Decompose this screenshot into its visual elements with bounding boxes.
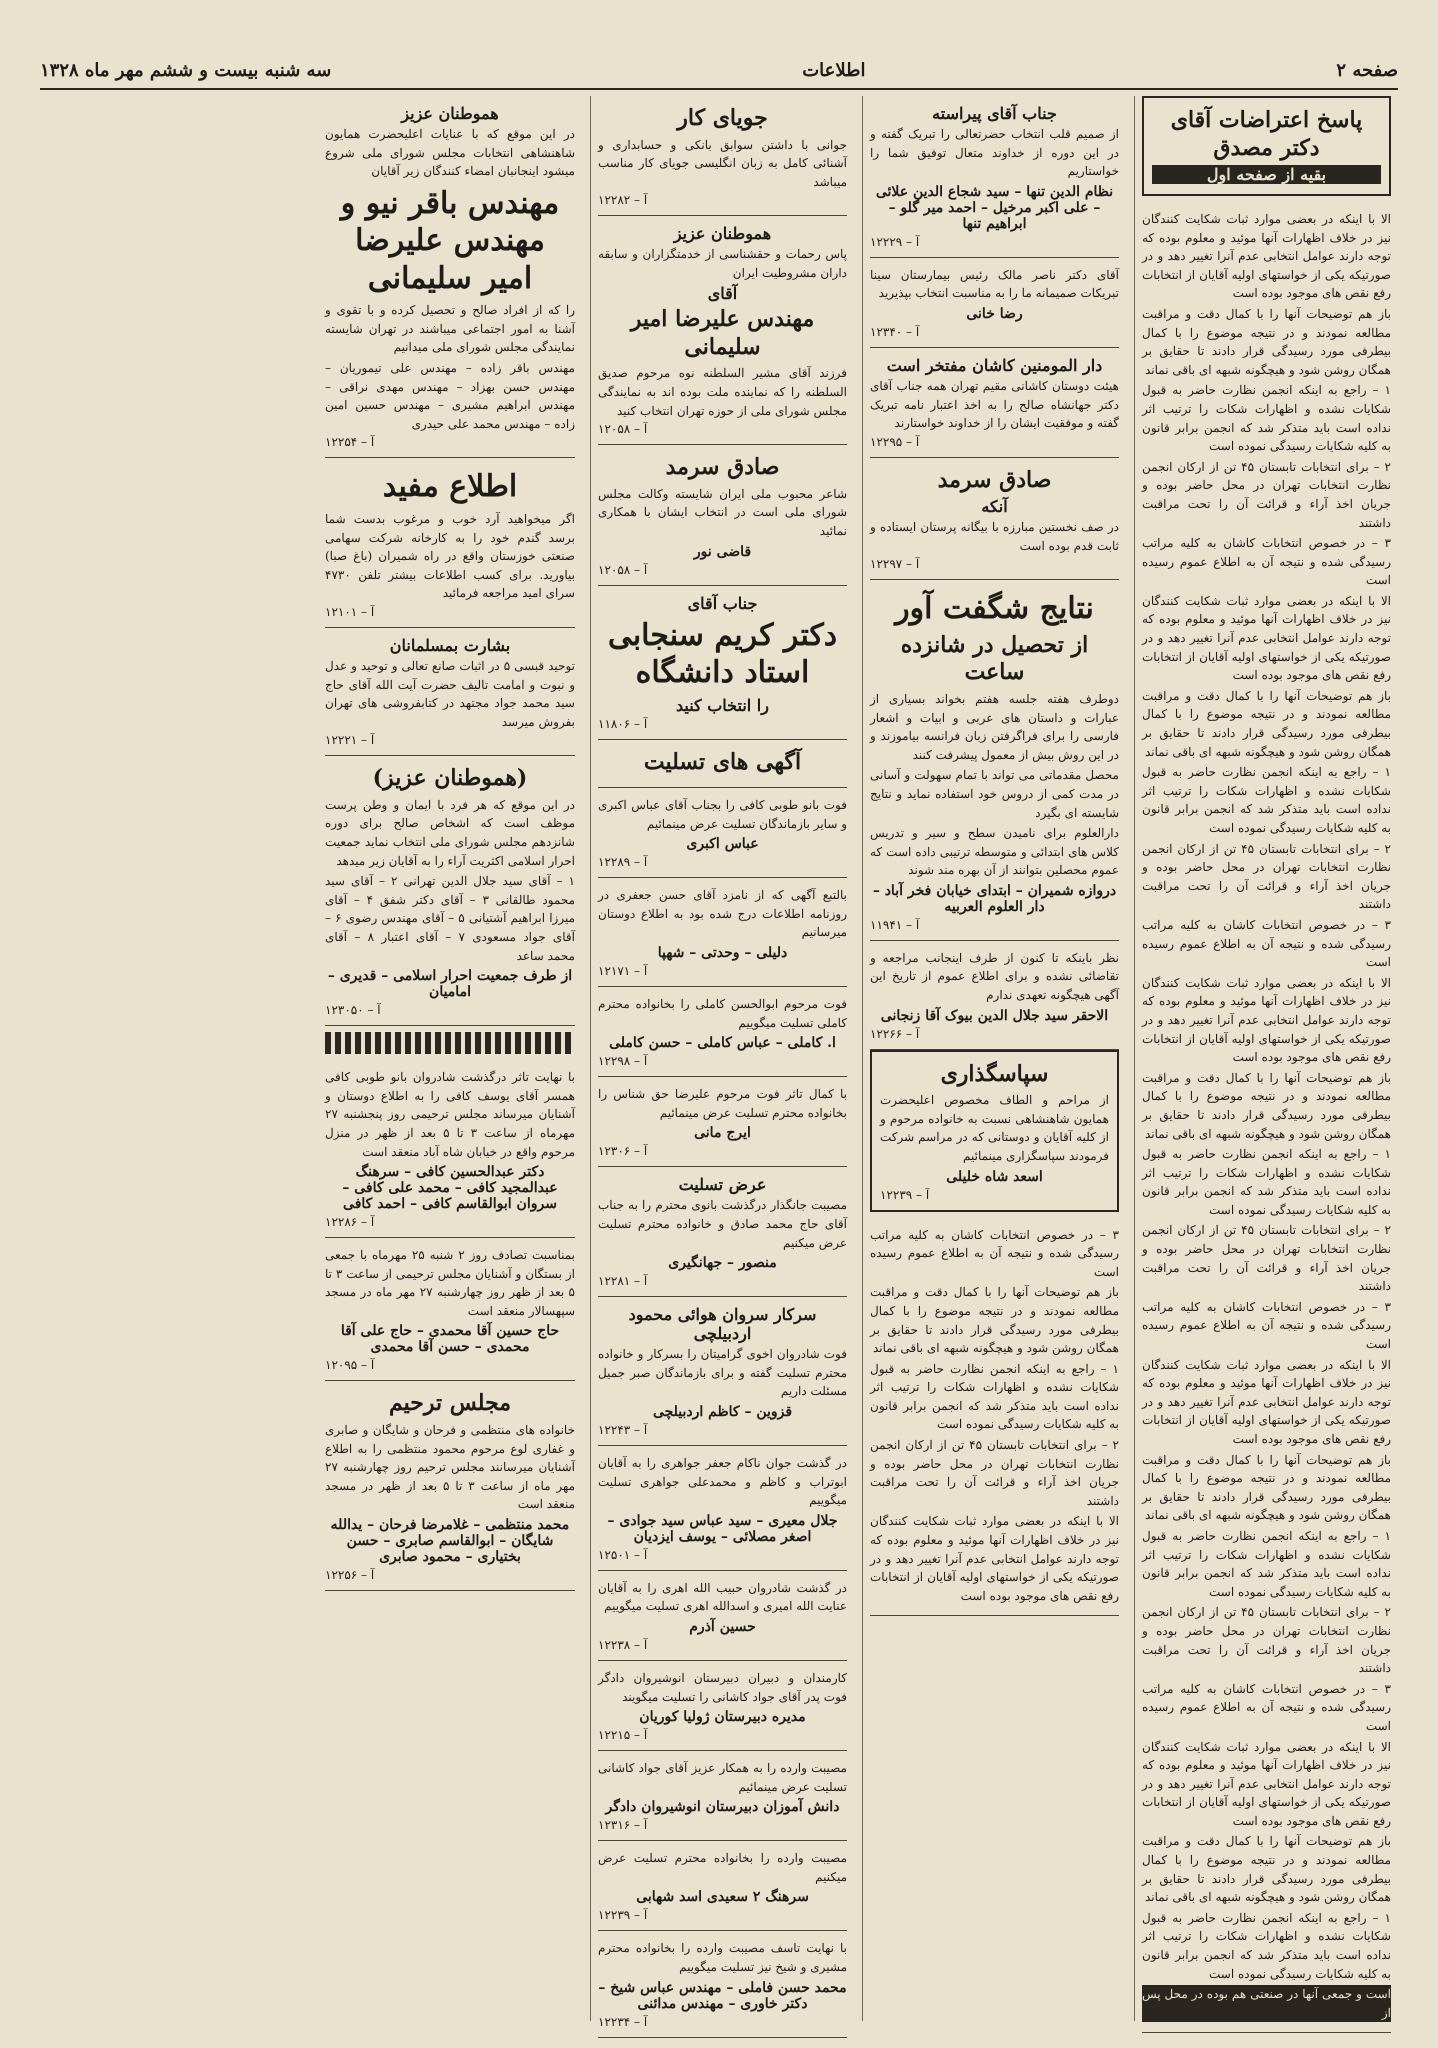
ad-memorial bbox=[325, 1238, 575, 1381]
ad-useful-info bbox=[325, 458, 575, 627]
article-paragraph: ۱ – راجع به اینکه انجمن نظارت حاضر به قبول شکایات نشده و اظهارات شکات را ترتیب اثر نداده است باید متذکر شد که انجمن برابر قانون به کلیه شکایات رسیدگی نموده است bbox=[1142, 1910, 1391, 1981]
candidate-name: دکتر کریم سنجابی استاد دانشگاه bbox=[607, 617, 838, 691]
article-paragraph: الا با اینکه در بعضی موارد ثبات شکایت کنندگان نیز در خلاف اظهارات آنها موئید و معلوم بوده که توجه دارند عوامل انتخابی عدم آنرا تغییر دهد و در صورتیکه یکی از خواستهای اولیه آقایان از انتخابات رفع نقص های موجود بوده است bbox=[1142, 975, 1391, 1065]
ad-text: آقای دکتر ناصر مالک رئیس بیمارستان سینا تبریکات صمیمانه ما را به مناسبت انتخاب بپذیرید bbox=[870, 267, 1119, 301]
ad-title: جویای کار bbox=[677, 105, 768, 131]
ad-text: بالتبع آگهی که از نامزد آقای حسن جعفری در روزنامه اطلاعات درج شده بود به اطلاع دوستان میرسانیم bbox=[598, 888, 847, 940]
ad-good-news bbox=[325, 628, 575, 756]
ad-candidates bbox=[325, 96, 575, 458]
ad-name-prefix: آقای bbox=[707, 284, 738, 304]
mosaddegh-article-header bbox=[1142, 96, 1391, 196]
ad-code: آ – ۱۲۳۴۰ bbox=[870, 324, 920, 339]
ad-school bbox=[870, 580, 1119, 940]
ad-title: سپاسگذاری bbox=[940, 1060, 1049, 1087]
ad-tarhim bbox=[325, 1381, 575, 1590]
ad-text: از مراحم و الطاف مخصوص اعلیحضرت همایون شاهنشاهی نسبت به خانواده مرحوم و از کلیه آقایان و دوستانی که در مراسم شرکت فرمودند سپاسگزاری مینمائیم bbox=[880, 1093, 1109, 1163]
article-paragraph: الا با اینکه در بعضی موارد ثبات شکایت کنندگان نیز در خلاف اظهارات آنها موئید و معلوم بوده که توجه دارند عوامل انتخابی عدم آنرا تغییر دهد و در صورتیکه یکی از خواستهای اولیه آقایان از انتخابات رفع نقص های موجود بوده است bbox=[1142, 593, 1391, 683]
ad-job-seeker bbox=[598, 96, 847, 216]
ad-sarmad bbox=[598, 445, 847, 585]
ad-code: آ – ۱۲۲۹۸ bbox=[598, 1054, 648, 1069]
ad-thanks bbox=[870, 1050, 1119, 1212]
ad-code: آ – ۱۱۸۰۶ bbox=[598, 716, 648, 731]
ad-signature: قاضی نور bbox=[693, 543, 752, 560]
condolence-ad bbox=[598, 1661, 847, 1751]
ad-code: آ – ۱۲۲۸۲ bbox=[598, 193, 648, 208]
ad-subtitle: آنکه bbox=[981, 497, 1008, 517]
condolence-ad bbox=[598, 788, 847, 878]
condolence-ad bbox=[598, 1751, 847, 1841]
ad-code: آ – ۱۱۹۴۱ bbox=[870, 917, 920, 932]
ad-code: آ – ۱۲۲۹۵ bbox=[870, 434, 920, 449]
decorative-divider bbox=[325, 1032, 575, 1054]
ad-signature: محمد منتظمی – غلامرضا فرحان – یدالله شایگان – ابوالقاسم صابری – حسن بختیاری – محمود صابری bbox=[330, 1516, 570, 1565]
article-paragraph: باز هم توضیحات آنها را با کمال دقت و مراقبت مطالعه نمودند و در نتیجه موضوع را با کمال بیطرفی مورد رسیدگی قرار دادند تا حقایق بر همگان روشن شود و هیچگونه شبهه ای باقی نماند bbox=[1142, 1452, 1391, 1523]
article-paragraph: ۲ – برای انتخابات تابستان ۴۵ تن از ارکان انجمن نظارت انتخابات تهران در محل حاضر بوده و جریان اخذ آراء و قرائت آن را تحت مراقبت داشتند bbox=[1142, 841, 1391, 912]
ad-code: آ – ۱۲۵۰۱ bbox=[598, 1547, 648, 1562]
condolence-ad bbox=[598, 1077, 847, 1167]
ad-code: آ – ۱۲۲۲۱ bbox=[325, 733, 375, 748]
school-headline: نتایج شگفت آور bbox=[895, 591, 1094, 627]
ad-code: آ – ۱۲۳۱۶ bbox=[598, 1818, 648, 1833]
ad-sanjabi bbox=[598, 586, 847, 740]
ad-code: آ – ۱۲۲۸۶ bbox=[325, 1215, 375, 1230]
article-paragraph: ۱ – راجع به اینکه انجمن نظارت حاضر به قبول شکایات نشده و اظهارات شکات را ترتیب اثر نداده است باید متذکر شد که انجمن برابر قانون به کلیه شکایات رسیدگی نموده است bbox=[1142, 765, 1391, 835]
condolence-ad bbox=[598, 1571, 847, 1661]
ad-title: عرض تسلیت bbox=[678, 1175, 767, 1195]
ad-text: مصیبت وارده را به همکار عزیز آقای جواد کاشانی تسلیت عرض مینمائیم bbox=[598, 1761, 847, 1794]
ad-text: اگر میخواهید آرد خوب و مرغوب بدست شما برسد گندم خود را به کارخانه شرکت سهامی صنعتی خوزستان واقع در راه شمیران (باغ صبا) بیاورید. برای کسب اطلاعات بیشتر تلفن ۴۷۳۰ سرای امید مراجعه فرمائید bbox=[325, 511, 575, 601]
ad-code: آ – ۱۲۲۸۹ bbox=[598, 855, 648, 870]
ad-code: آ – ۱۲۱۰۱ bbox=[325, 604, 375, 619]
mosaddegh-article-body bbox=[1142, 202, 1391, 2033]
ad-text: هیئت دوستان کاشانی مقیم تهران همه جناب آقای دکتر جهانشاه صالح را به اخذ اعتبار نامه تبریک گفته و موفقیت ایشان را از خداوند خواستارند bbox=[870, 378, 1119, 431]
ad-title: صادق سرمد bbox=[665, 454, 780, 481]
ad-text: در صف نخستین مبارزه با بیگانه پرستان ایستاده و ثابت قدم بوده است bbox=[870, 520, 1119, 553]
article-paragraph: باز هم توضیحات آنها را با کمال دقت و مراقبت مطالعه نمودند و در نتیجه موضوع را با کمال بیطرفی مورد رسیدگی قرار دادند تا حقایق بر همگان روشن شود و هیچگونه شبهه ای باقی نماند bbox=[1142, 1070, 1391, 1141]
article-paragraph: الا با اینکه در بعضی موارد ثبات شکایت کنندگان نیز در خلاف اظهارات آنها موئید و معلوم بوده که توجه دارند عوامل انتخابی عدم آنرا تغییر دهد و در صورتیکه یکی از خواستهای اولیه آقایان از انتخابات رفع نقص های موجود بوده است bbox=[1142, 212, 1391, 301]
article-paragraph: ۳ – در خصوص انتخابات کاشان به کلیه مراتب رسیدگی شده و نتیجه آن به اطلاع عموم رسیده است bbox=[1142, 1681, 1391, 1733]
condolence-ad bbox=[598, 987, 847, 1077]
ad-code: آ – ۱۲۲۳۸ bbox=[598, 1637, 648, 1652]
newspaper-name: اطلاعات bbox=[802, 59, 866, 81]
ad-title: اطلاع مفید bbox=[382, 469, 518, 505]
article-paragraph: باز هم توضیحات آنها را با کمال دقت و مراقبت مطالعه نمودند و در نتیجه موضوع را با کمال بیطرفی مورد رسیدگی قرار دادند تا حقایق بر همگان روشن شود و هیچگونه شبهه ای باقی نماند bbox=[1142, 306, 1391, 377]
candidate-name: مهندس علیرضا امیر سلیمانی bbox=[630, 306, 815, 360]
article-paragraph: ۲ – برای انتخابات تابستان ۴۵ تن از ارکان انجمن نظارت انتخابات تهران در محل حاضر بوده و جریان اخذ آراء و قرائت آن را تحت مراقبت داشتند bbox=[1142, 1223, 1391, 1294]
ad-text: با نهایت تاثر درگذشت شادروان بانو طوبی کافی همسر آقای یوسف کافی را به اطلاع دوستان و آشنایان میرساند مجلس ترحیمی روز پنجشنبه ۲۷ مهرماه از ساعت ۳ تا ۵ بعد از ظهر در منزل مرحوم واقع در خیابان شاه آباد منعقد است bbox=[325, 1070, 575, 1159]
ad-code: آ – ۱۲۲۹۷ bbox=[870, 557, 920, 572]
ad-name-prefix: جناب آقای bbox=[687, 593, 758, 613]
article-paragraph: الا با اینکه در بعضی موارد ثبات شکایت کنندگان نیز در خلاف اظهارات آنها موئید و معلوم بوده که توجه دارند عوامل انتخابی عدم آنرا تغییر دهد و در صورتیکه یکی از خواستهای اولیه آقایان از انتخابات رفع نقص های موجود بوده است bbox=[1142, 1357, 1391, 1446]
ad-code: آ – ۱۲۲۳۹ bbox=[880, 1187, 930, 1202]
ad-signature: عباس اکبری bbox=[686, 836, 759, 853]
article-paragraph: ۳ – در خصوص انتخابات کاشان به کلیه مراتب رسیدگی شده و نتیجه آن به اطلاع عموم رسیده است bbox=[1142, 1299, 1391, 1352]
ad-signature: حاج حسین آقا محمدی – حاج علی آقا محمدی – حسن آقا محمدی bbox=[340, 1323, 560, 1356]
ad-text: فوت بانو طوبی کافی را بجناب آقای عباس اکبری و سایر بازماندگان تسلیت عرض مینمائیم bbox=[598, 798, 847, 831]
ad-text: پاس رحمات و حقشناسی از خدمتگزاران و سابقه داران مشروطیت ایران bbox=[598, 247, 847, 280]
article-paragraph: ۲ – برای انتخابات تابستان ۴۵ تن از ارکان انجمن نظارت انتخابات تهران در محل حاضر بوده و جریان اخذ آراء و قرائت آن را تحت مراقبت داشتند bbox=[1142, 1605, 1391, 1676]
school-subheadline: از تحصیل در شانزده ساعت bbox=[900, 631, 1089, 686]
ad-signature: منصور – جهانگیری bbox=[668, 1255, 777, 1272]
ad-signature: دکتر عبدالحسین کافی – سرهنگ عبدالمجید کافی – محمد علی کافی – سروان ابوالقاسم کافی – احمد کافی bbox=[342, 1164, 558, 1213]
ad-signature: ا. کاملی – عباس کاملی – حسن کاملی bbox=[609, 1035, 836, 1052]
article-paragraph: ۲ – برای انتخابات تابستان ۴۵ تن از ارکان انجمن نظارت انتخابات تهران در محل حاضر بوده و جریان اخذ آراء و قرائت آن را تحت مراقبت داشتند bbox=[1142, 459, 1391, 530]
article-paragraph: ۳ – در خصوص انتخابات کاشان به کلیه مراتب رسیدگی شده و نتیجه آن به اطلاع عموم رسیده است bbox=[1142, 917, 1391, 970]
ad-text: در گذشت جوان ناکام جعفر جواهری را به آقایان ابوتراب و کاظم و محمدعلی جواهری تسلیت میگوییم bbox=[598, 1455, 847, 1508]
ad-text: ۳ – در خصوص انتخابات کاشان به کلیه مراتب رسیدگی شده و نتیجه آن به اطلاع عموم رسیده است bbox=[870, 1227, 1119, 1279]
ad-signature: اسعد شاه خلیلی bbox=[946, 1168, 1043, 1185]
ad-text: با کمال تاثر فوت مرحوم علیرضا حق شناس را بخانواده محترم تسلیت عرض مینمائیم bbox=[598, 1087, 847, 1120]
ad-signature: حسین آذرم bbox=[689, 1618, 756, 1635]
ad-title: جناب آقای پیراسته bbox=[932, 104, 1057, 123]
ad-text: را که از افراد صالح و تحصیل کرده و با تقوی و آشنا به امور اجتماعی میباشند در تهران شایسته نمایندگی مجلس شورای ملی میدانیم bbox=[325, 303, 575, 355]
ad-text: با نهایت تاسف مصیبت وارده را بخانواده محترم مشیری و شیخ نیز تسلیت میگوییم bbox=[598, 1941, 847, 1975]
ad-text: از صمیم قلب انتخاب حضرتعالی را تبریک گفته و در این دوره از خداوند متعال توفیق شما را خواستاریم bbox=[870, 127, 1119, 179]
ad-signature: محمد حسن فاملی – مهندس عباس شیخ – دکتر خاوری – مهندس مدائنی bbox=[598, 1979, 847, 2012]
ad-text: توحید قبسی ۵ در اثبات صانع تعالی و توحید و عدل و نبوت و امامت تالیف حضرت آیت الله آقای حاج سید محمد جواد مجتهد در کتابفروشی های تهران بفروش میرسد bbox=[325, 658, 575, 729]
ad-pirasteh bbox=[870, 96, 1119, 258]
ad-code: آ – ۱۲۲۶۶ bbox=[870, 1026, 920, 1041]
ad-signature: نظام الدین تنها – سید شجاع الدین علائی – علی اکبر مرخیل – احمد میر گلو – ابراهیم تنها bbox=[875, 183, 1114, 232]
ad-text: الا با اینکه در بعضی موارد ثبات شکایت کنندگان نیز در خلاف اظهارات آنها موئید و معلوم بوده که توجه دارند عوامل انتخابی عدم آنرا تغییر دهد و در صورتیکه یکی از خواستهای اولیه آقایان از انتخابات رفع نقص های موجود بوده است bbox=[870, 1514, 1119, 1603]
school-address: دروازه شمیران – ابتدای خیابان فخر آباد – دار العلوم العربیه bbox=[872, 882, 1117, 915]
ad-signature: سرهنگ ۲ سعیدی اسد شهابی bbox=[636, 1889, 809, 1906]
ad-code: آ – ۱۲۲۲۹ bbox=[870, 234, 920, 249]
section-title: آگهی های تسلیت bbox=[643, 748, 802, 775]
ad-notice bbox=[870, 941, 1119, 1050]
article-paragraph: ۱ – راجع به اینکه انجمن نظارت حاضر به قبول شکایات نشده و اظهارات شکات را ترتیب اثر نداده است باید متذکر شد که انجمن برابر قانون به کلیه شکایات رسیدگی نموده است bbox=[1142, 1147, 1391, 1217]
ad-title: صادق سرمد bbox=[937, 466, 1052, 493]
ad-text: باز هم توضیحات آنها را با کمال دقت و مراقبت مطالعه نمودند و در نتیجه موضوع را با کمال بیطرفی مورد رسیدگی قرار دادند تا حقایق بر همگان روشن شود و هیچگونه شبهه ای باقی نماند bbox=[870, 1285, 1119, 1356]
ad-title: دار المومنین کاشان مفتخر است bbox=[886, 355, 1103, 375]
ad-code: آ – ۱۲۱۷۱ bbox=[598, 964, 648, 978]
column-3 bbox=[590, 96, 854, 2029]
ad-sadegh-sarmad bbox=[870, 458, 1119, 581]
ad-code: آ – ۱۲۲۳۴ bbox=[598, 2014, 648, 2029]
issue-date: سه شنبه بیست و ششم مهر ماه ۱۳۲۸ bbox=[40, 59, 332, 81]
ad-text: خانواده های منتظمی و فرحان و شایگان و صابری و غفاری لوع مرحوم محمود منتظمی را به اطلاع آشنایان میرسانند مجلس ترحیم روز چهارشنبه ۲۷ مهر ماه از ساعت ۳ تا ۵ بعد از ظهر در مسجد منعقد است bbox=[325, 1422, 576, 1512]
ad-title: مجلس ترحیم bbox=[388, 1390, 512, 1417]
ad-code: آ – ۱۲۰۵۸ bbox=[598, 422, 648, 437]
ad-text: در گذشت شادروان حبیب الله اهری را به آقایان عنایت الله امیری و اسدالله اهری تسلیت میگوییم bbox=[598, 1580, 847, 1614]
ad-signature: ایرج مانی bbox=[694, 1125, 751, 1142]
page-header bbox=[40, 52, 1398, 90]
article-paragraph: الا با اینکه در بعضی موارد ثبات شکایت کنندگان نیز در خلاف اظهارات آنها موئید و معلوم بوده که توجه دارند عوامل انتخابی عدم آنرا تغییر دهد و در صورتیکه یکی از خواستهای اولیه آقایان از انتخابات رفع نقص های موجود بوده است bbox=[1142, 1739, 1391, 1828]
ad-signature: الاحقر سید جلال الدین بیوک آقا زنجانی bbox=[880, 1007, 1109, 1024]
ad-text: بمناسبت تصادف روز ۲ شنبه ۲۵ مهرماه با جمعی از بستگان و آشنایان مجلس ترحیمی از ساعت ۳ تا ۵ بعد از ظهر روز چهارشنبه ۲۷ مهر ماه در مسجد سپهسالار منعقد است bbox=[325, 1248, 576, 1318]
ad-text: فرزند آقای مشیر السلطنه نوه مرحوم صدیق السلطنه را که نماینده ملت بوده اند به نمایندگی مجلس شورای ملی از حوزه تهران انتخاب کنید bbox=[598, 366, 847, 418]
candidate-names: مهندس باقر نیو و مهندس علیرضا امیر سلیمانی bbox=[340, 185, 560, 296]
article-paragraph: باز هم توضیحات آنها را با کمال دقت و مراقبت مطالعه نمودند و در نتیجه موضوع را با کمال بیطرفی مورد رسیدگی قرار دادند تا حقایق بر همگان روشن شود و هیچگونه شبهه ای باقی نماند bbox=[1142, 688, 1391, 759]
ad-text: در این موقع که هر فرد با ایمان و وطن پرست موظف است که اشخاص صالح برای دوره شانزدهم مجلس شورای ملی انتخاب نماید جمعیت احرار اسلامی اکثریت آراء را به آقایان زیر میدهد bbox=[325, 797, 575, 868]
article-footer: است و جمعی آنها در صنعتی هم بوده در محل پس از bbox=[1142, 1985, 1391, 2022]
columns bbox=[40, 96, 1398, 2029]
ad-signature: مدیره دبیرستان ژولیا کوریان bbox=[639, 1709, 806, 1726]
ad-code: آ – ۱۲۲۱۵ bbox=[598, 1728, 648, 1743]
ad-code: آ – ۱۲۳۰۶ bbox=[598, 1144, 648, 1159]
ad-text: دوطرف هفته جلسه هفتم بخواند بسیاری از عبارات و داستان های عربی و ابیات و اشعار فارسی را برای فراگرفتن زبان فرانسه بیاموزند و در این روش بیش از معمول پیشرفت کنند bbox=[870, 691, 1119, 762]
ad-text: محصل مقدماتی می تواند با تمام سهولت و آسانی در مدت کمی از دروس خود استفاده نماید و نتایج شایسته ای بگیرد bbox=[870, 768, 1119, 820]
ad-title: (هموطنان عزیز) bbox=[372, 765, 528, 792]
ad-text: فوت شادروان اخوی گرامیتان را بسرکار و خانواده محترم تسلیت گفته و برای بازماندگان صبر جمیل مسئلت داریم bbox=[598, 1347, 847, 1399]
ad-title: هموطنان عزیز bbox=[673, 224, 772, 244]
ad-text: جوانی با داشتن سوابق بانکی و حسابداری و آشنائی کامل به زبان انگلیسی جویای کار مناسب میباشد bbox=[598, 137, 847, 189]
ad-title: سرکار سروان هوائی محمود اردبیلچی bbox=[628, 1305, 817, 1344]
ad-text: ۱ – راجع به اینکه انجمن نظارت حاضر به قبول شکایات نشده و اظهارات شکات را ترتیب اثر نداده است باید متذکر شد که انجمن برابر قانون به کلیه شکایات رسیدگی نموده است bbox=[870, 1361, 1119, 1432]
ad-text: کارمندان و دبیران دبیرستان انوشیروان دادگر فوت پدر آقای جواد کاشانی را تسلیت میگویند bbox=[598, 1670, 847, 1704]
candidate-list: ۱ – آقای سید جلال الدین تهرانی ۲ – آقای سید محمود طالقانی ۳ – آقای دکتر شفق ۴ – آقای میرزا ابراهیم آشتیانی ۵ – آقای مهندس رضوی ۶ – آقای جواد مسعودی ۷ – آقای اعتبار ۸ – آقای محمد ساعد bbox=[325, 874, 576, 963]
ad-dr-malek bbox=[870, 258, 1119, 348]
ad-text: در این موقع که با عنایات اعلیحضرت همایون شاهنشاهی انتخابات مجلس شورای ملی شروع میشود اینجانبان امضاء کنندگان زیر آقایان bbox=[325, 127, 575, 179]
article-title: پاسخ اعتراضات آقای دکتر مصدق bbox=[1170, 107, 1363, 161]
ad-call: را انتخاب کنید bbox=[676, 695, 769, 715]
article-subtitle: بقیه از صفحه اول bbox=[1152, 165, 1381, 184]
ad-code: آ – ۱۲۲۵۶ bbox=[325, 1567, 375, 1582]
ad-text: شاعر محبوب ملی ایران شایسته وکالت مجلس شورای ملی است در انتخاب ایشان با همکاری نمائید bbox=[598, 486, 847, 538]
column-1 bbox=[1134, 96, 1398, 2021]
ad-code: آ – ۱۲۲۳۹ bbox=[598, 1908, 648, 1923]
condolence-ad bbox=[598, 1446, 847, 1571]
condolence-ad bbox=[598, 1167, 847, 1297]
ad-text: نظر باینکه تا کنون از طرف اینجانب مراجعه و تقاضائی نشده و برای اطلاع عموم از تاریخ این آگهی هیچگونه تعهدی ندارم bbox=[870, 950, 1119, 1003]
column-2 bbox=[862, 96, 1126, 2021]
condolence-ad bbox=[598, 1841, 847, 1931]
ad-title: هموطنان عزیز bbox=[401, 104, 499, 123]
condolences-header bbox=[598, 740, 847, 789]
ad-kashan bbox=[870, 348, 1119, 458]
ad-kafi bbox=[325, 1060, 575, 1238]
ad-code: آ – ۱۲۲۴۳ bbox=[598, 1422, 648, 1437]
ad-signature: دلیلی – وحدتی – شهپا bbox=[657, 945, 788, 961]
ad-signature: جلال معیری – سید عباس سید جوادی – اصغر مصلائی – یوسف ایزدیان bbox=[607, 1512, 838, 1545]
ad-ahrar bbox=[325, 756, 575, 1026]
article-continued bbox=[870, 1218, 1119, 1617]
condolence-ad bbox=[598, 1931, 847, 2037]
ad-text: مصیبت جانگذار درگذشت بانوی محترم را به جناب آقای حاج محمد صادق و خانواده محترم تسلیت عرض میکنیم bbox=[598, 1198, 847, 1250]
column-4 bbox=[318, 96, 582, 2021]
ad-amir-soleimani bbox=[598, 216, 847, 445]
article-paragraph: ۳ – در خصوص انتخابات کاشان به کلیه مراتب رسیدگی شده و نتیجه آن به اطلاع عموم رسیده است bbox=[1142, 536, 1391, 588]
ad-signature: از طرف جمعیت احرار اسلامی – قدیری – امامیان bbox=[327, 968, 573, 1001]
article-paragraph: باز هم توضیحات آنها را با کمال دقت و مراقبت مطالعه نمودند و در نتیجه موضوع را با کمال بیطرفی مورد رسیدگی قرار دادند تا حقایق بر همگان روشن شود و هیچگونه شبهه ای باقی نماند bbox=[1142, 1834, 1391, 1905]
ad-signers: مهندس باقر زاده – مهندس علی تیموریان – مهندس حسن بهزاد – مهندس مهدی نراقی – مهندس ابراهیم مشیری – مهندس حسین امین زاده – مهندس محمد علی حیدری bbox=[325, 361, 575, 431]
ad-signature: رضا خانی bbox=[966, 305, 1023, 322]
article-paragraph: ۱ – راجع به اینکه انجمن نظارت حاضر به قبول شکایات نشده و اظهارات شکات را ترتیب اثر نداده است باید متذکر شد که انجمن برابر قانون به کلیه شکایات رسیدگی نموده است bbox=[1142, 1528, 1391, 1599]
page-number: صفحه ۲ bbox=[1336, 59, 1398, 81]
ad-text: ۲ – برای انتخابات تابستان ۴۵ تن از ارکان انجمن نظارت انتخابات تهران در محل حاضر بوده و جریان اخذ آراء و قرائت آن را تحت مراقبت داشتند bbox=[870, 1438, 1119, 1508]
ad-code: آ – ۱۲۲۸۱ bbox=[598, 1274, 648, 1289]
ad-code: آ – ۱۲۳۰۵۰ bbox=[325, 1003, 381, 1018]
ad-text: دارالعلوم برای نامیدن سطح و سیر و تدریس کلاس های ابتدائی و متوسطه ترتیبی داده است که عموم محصلین بتوانند از آن بهره مند شوند bbox=[870, 826, 1119, 878]
condolence-ad bbox=[598, 1297, 847, 1446]
ad-code: آ – ۱۲۰۵۸ bbox=[598, 562, 648, 577]
ad-text: مصیبت وارده را بخانواده محترم تسلیت عرض میکنیم bbox=[598, 1851, 847, 1884]
condolence-ad bbox=[598, 878, 847, 987]
ad-title: بشارت بمسلمانان bbox=[389, 635, 511, 655]
ad-code: آ – ۱۲۰۹۵ bbox=[325, 1358, 375, 1373]
ad-code: آ – ۱۲۲۵۴ bbox=[325, 435, 375, 450]
article-paragraph: ۱ – راجع به اینکه انجمن نظارت حاضر به قبول شکایات نشده و اظهارات شکات را ترتیب اثر نداده است باید متذکر شد که انجمن برابر قانون به کلیه شکایات رسیدگی نموده است bbox=[1142, 383, 1391, 454]
ad-text: فوت مرحوم ابوالحسن کاملی را بخانواده محترم کاملی تسلیت میگوییم bbox=[598, 997, 847, 1030]
ad-signature: قزوین – کاظم اردبیلچی bbox=[652, 1403, 793, 1420]
ad-signature: دانش آموزان دبیرستان انوشیروان دادگر bbox=[605, 1799, 840, 1816]
